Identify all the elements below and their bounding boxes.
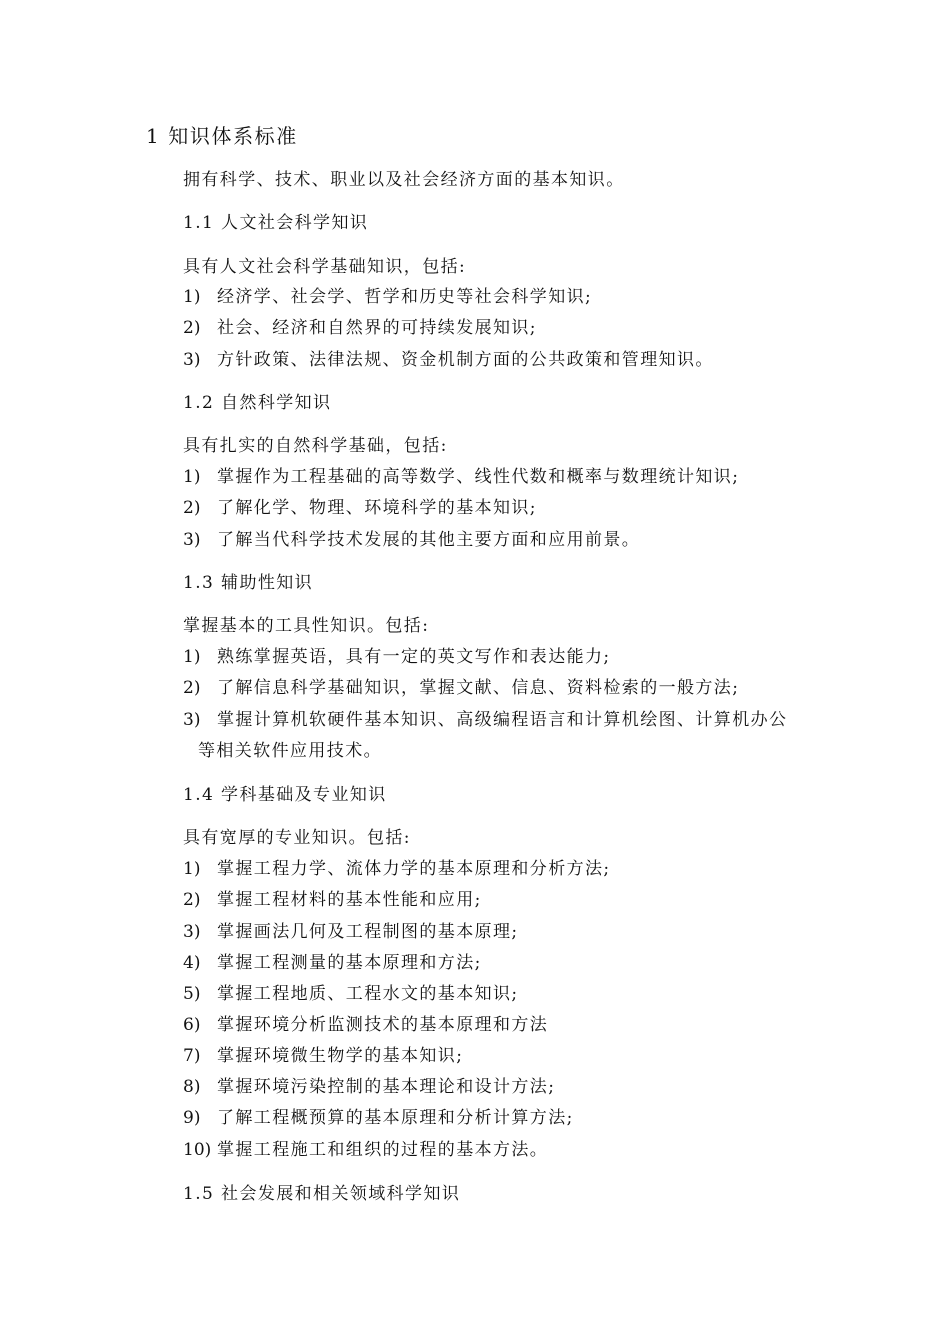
list-number: 6) bbox=[183, 1015, 201, 1035]
list-text: 掌握环境微生物学的基本知识; bbox=[217, 1046, 464, 1066]
list-text: 掌握工程力学、流体力学的基本原理和分析方法; bbox=[217, 859, 611, 879]
list-item bbox=[183, 1045, 463, 1067]
list-number: 2) bbox=[183, 678, 201, 698]
list-item bbox=[183, 466, 739, 488]
list-number: 1) bbox=[183, 859, 201, 879]
list-text: 了解信息科学基础知识，掌握文献、信息、资料检索的一般方法; bbox=[217, 678, 740, 698]
list-text: 社会、经济和自然界的可持续发展知识; bbox=[217, 318, 537, 338]
list-item bbox=[183, 286, 592, 308]
list-item bbox=[183, 317, 537, 339]
list-item bbox=[183, 677, 739, 699]
list-item bbox=[183, 1076, 555, 1098]
list-text: 方针政策、法律法规、资金机制方面的公共政策和管理知识。 bbox=[217, 350, 714, 370]
section-title-1-4: 1.4 学科基础及专业知识 bbox=[183, 785, 387, 805]
list-item bbox=[183, 709, 787, 731]
list-number: 10) bbox=[183, 1140, 212, 1160]
list-item bbox=[183, 952, 482, 974]
list-text: 掌握环境污染控制的基本理论和设计方法; bbox=[217, 1077, 556, 1097]
list-number: 7) bbox=[183, 1046, 201, 1066]
list-item bbox=[183, 1107, 574, 1129]
list-text: 掌握环境分析监测技术的基本原理和方法 bbox=[217, 1015, 549, 1035]
list-text: 掌握工程材料的基本性能和应用; bbox=[217, 890, 482, 910]
list-text: 熟练掌握英语，具有一定的英文写作和表达能力; bbox=[217, 647, 611, 667]
list-item bbox=[183, 921, 519, 943]
section-title-1-2: 1.2 自然科学知识 bbox=[183, 393, 332, 413]
list-item-continuation: 等相关软件应用技术。 bbox=[198, 741, 382, 761]
section-lead: 具有人文社会科学基础知识，包括: bbox=[183, 257, 467, 277]
list-number: 1) bbox=[183, 287, 201, 307]
list-text: 掌握工程地质、工程水文的基本知识; bbox=[217, 984, 519, 1004]
list-number: 3) bbox=[183, 530, 201, 550]
list-number: 1) bbox=[183, 467, 201, 487]
list-item bbox=[183, 858, 611, 880]
list-number: 2) bbox=[183, 318, 201, 338]
list-text: 掌握作为工程基础的高等数学、线性代数和概率与数理统计知识; bbox=[217, 467, 740, 487]
list-item bbox=[183, 529, 640, 551]
intro-paragraph: 拥有科学、技术、职业以及社会经济方面的基本知识。 bbox=[183, 170, 625, 190]
list-item bbox=[183, 1139, 548, 1161]
list-item bbox=[183, 646, 611, 668]
list-number: 9) bbox=[183, 1108, 201, 1128]
section-title-1-3: 1.3 辅助性知识 bbox=[183, 573, 314, 593]
list-item bbox=[183, 1014, 548, 1036]
list-number: 2) bbox=[183, 498, 201, 518]
list-number: 3) bbox=[183, 350, 201, 370]
list-number: 3) bbox=[183, 710, 201, 730]
list-text: 经济学、社会学、哲学和历史等社会科学知识; bbox=[217, 287, 593, 307]
list-number: 2) bbox=[183, 890, 201, 910]
list-item bbox=[183, 889, 482, 911]
list-item bbox=[183, 983, 519, 1005]
list-number: 3) bbox=[183, 922, 201, 942]
list-text: 掌握画法几何及工程制图的基本原理; bbox=[217, 922, 519, 942]
section-lead: 具有扎实的自然科学基础，包括: bbox=[183, 436, 448, 456]
list-item bbox=[183, 349, 714, 371]
list-number: 1) bbox=[183, 647, 201, 667]
list-number: 8) bbox=[183, 1077, 201, 1097]
section-title-1-1: 1.1 人文社会科学知识 bbox=[183, 213, 369, 233]
list-text: 了解工程概预算的基本原理和分析计算方法; bbox=[217, 1108, 574, 1128]
list-text: 掌握计算机软硬件基本知识、高级编程语言和计算机绘图、计算机办公 bbox=[217, 710, 788, 730]
chapter-heading: 1 知识体系标准 bbox=[146, 124, 298, 148]
section-title-1-5: 1.5 社会发展和相关领域科学知识 bbox=[183, 1184, 461, 1204]
list-text: 掌握工程施工和组织的过程的基本方法。 bbox=[217, 1140, 549, 1160]
list-text: 了解化学、物理、环境科学的基本知识; bbox=[217, 498, 537, 518]
section-lead: 掌握基本的工具性知识。包括: bbox=[183, 616, 430, 636]
section-lead: 具有宽厚的专业知识。包括: bbox=[183, 828, 411, 848]
list-text: 了解当代科学技术发展的其他主要方面和应用前景。 bbox=[217, 530, 641, 550]
list-text: 掌握工程测量的基本原理和方法; bbox=[217, 953, 482, 973]
list-item bbox=[183, 497, 537, 519]
list-number: 4) bbox=[183, 953, 201, 973]
list-number: 5) bbox=[183, 984, 201, 1004]
